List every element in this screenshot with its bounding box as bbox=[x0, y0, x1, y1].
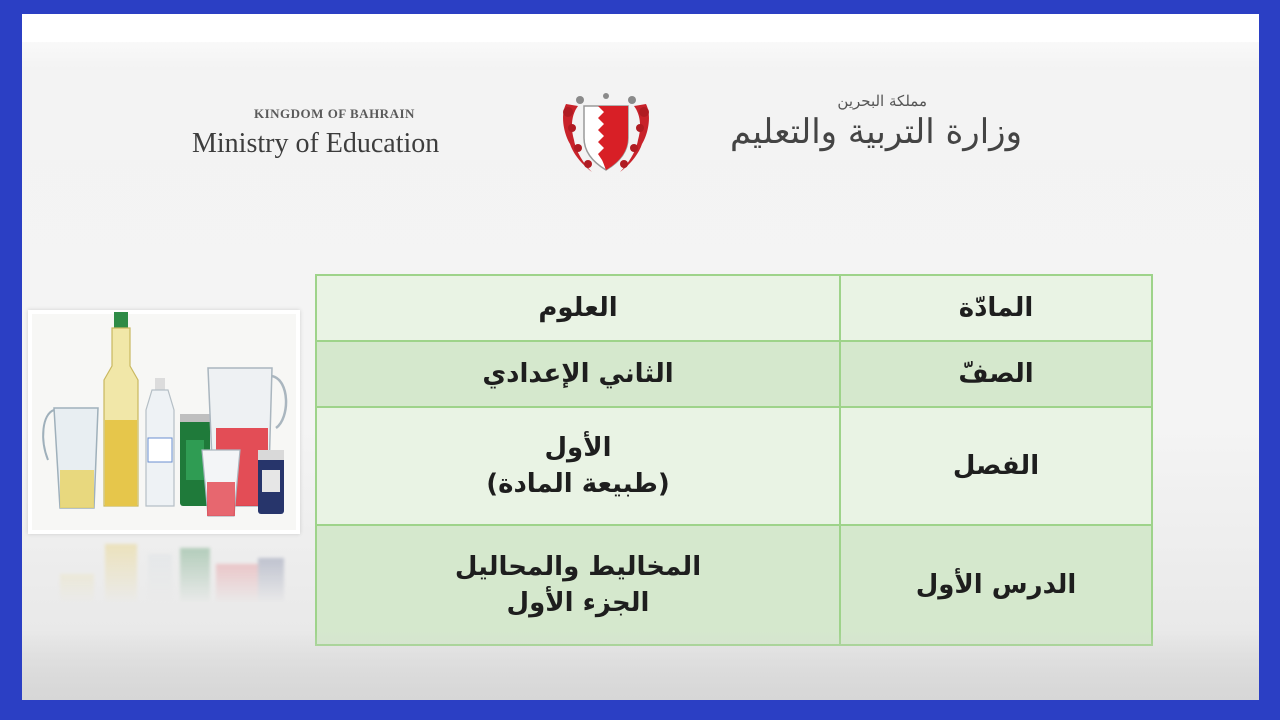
value-cell bbox=[316, 275, 840, 341]
kingdom-ar-text: مملكة البحرين bbox=[837, 92, 927, 110]
table-row-chapter bbox=[316, 407, 1152, 525]
lesson-info-table bbox=[315, 274, 1153, 646]
ministry-en-text: Ministry of Education bbox=[192, 128, 440, 159]
slide bbox=[22, 14, 1259, 700]
english-title-block bbox=[192, 106, 532, 160]
value-line: الأول bbox=[544, 433, 612, 463]
kingdom-en-text: KINGDOM OF BAHRAIN bbox=[254, 106, 415, 121]
arabic-title-block bbox=[682, 92, 1022, 152]
label-cell: الدرس الأول bbox=[840, 525, 1152, 645]
header bbox=[22, 14, 1259, 214]
value-cell bbox=[316, 525, 840, 645]
value-line: العلوم bbox=[538, 293, 618, 323]
label-cell: المادّة bbox=[840, 275, 1152, 341]
table-row-grade bbox=[316, 341, 1152, 407]
value-cell bbox=[316, 341, 840, 407]
label-cell: الفصل bbox=[840, 407, 1152, 525]
photo-reflection bbox=[28, 534, 300, 604]
ministry-ar-text: وزارة التربية والتعليم bbox=[730, 112, 1022, 152]
value-line: (طبيعة المادة) bbox=[486, 469, 670, 499]
value-line: الثاني الإعدادي bbox=[482, 359, 674, 389]
value-line: المخاليط والمحاليل bbox=[454, 552, 702, 582]
bahrain-coat-of-arms-icon bbox=[558, 86, 654, 182]
value-line: الجزء الأول bbox=[506, 588, 650, 618]
table-row-subject bbox=[316, 275, 1152, 341]
lab-glassware-photo bbox=[28, 310, 300, 534]
label-cell: الصفّ bbox=[840, 341, 1152, 407]
table-row-lesson bbox=[316, 525, 1152, 645]
value-cell bbox=[316, 407, 840, 525]
